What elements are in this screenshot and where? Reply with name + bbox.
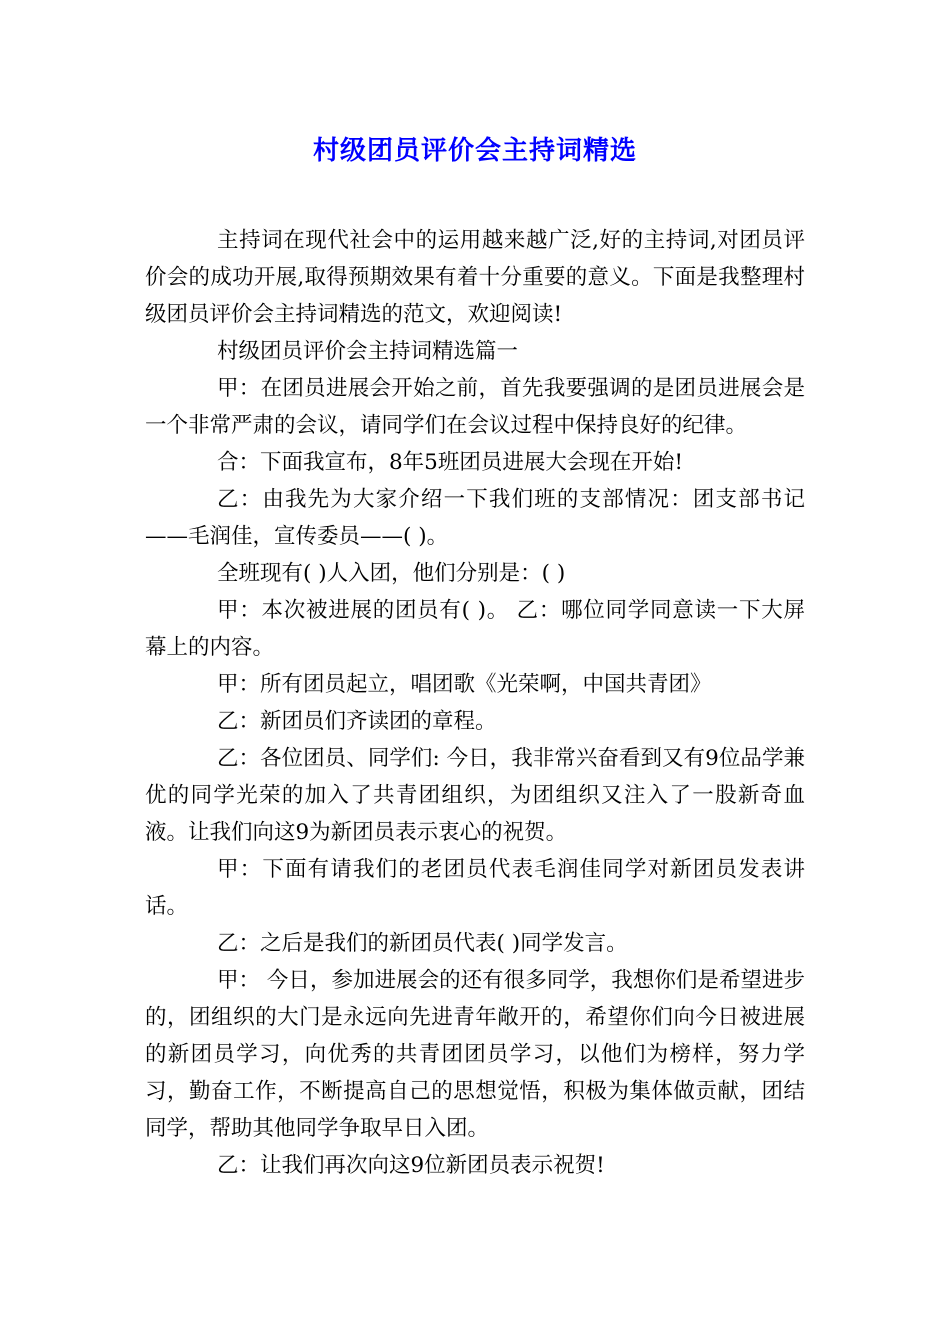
- paragraph: 甲：本次被进展的团员有( )。 乙：哪位同学同意读一下大屏幕上的内容。: [145, 598, 805, 660]
- paragraph: 甲：所有团员起立，唱团歌《光荣啊，中国共青团》: [217, 672, 712, 697]
- document-body: [145, 222, 805, 1184]
- paragraph: 乙：让我们再次向这9位新团员表示祝贺!: [217, 1153, 605, 1178]
- paragraph: 乙：各位团员、同学们: 今日，我非常兴奋看到又有9位品学兼优的同学光荣的加入了共青团组织，为团组织又注入了一股新奇血液。让我们向这9为新团员表示衷心的祝贺。: [145, 746, 805, 845]
- paragraph: 甲： 今日，参加进展会的还有很多同学，我想你们是希望进步的，团组织的大门是永远向先进青年敞开的，希望你们向今日被进展的新团员学习，向优秀的共青团团员学习，以他们为榜样，努力学习，勤奋工作，不断提高自己的思想觉悟，积极为集体做贡献，团结同学，帮助其他同学争取早日入团。: [145, 968, 805, 1141]
- paragraph: 甲：下面有请我们的老团员代表毛润佳同学对新团员发表讲话。: [145, 857, 805, 919]
- paragraph: 乙：之后是我们的新团员代表( )同学发言。: [217, 931, 628, 956]
- document-title: 村级团员评价会主持词精选: [312, 136, 637, 166]
- paragraph-intro: 主持词在现代社会中的运用越来越广泛,好的主持词,对团员评价会的成功开展,取得预期效果有着十分重要的意义。下面是我整理村级团员评价会主持词精选的范文，欢迎阅读!: [145, 228, 805, 327]
- paragraph: 合：下面我宣布，8年5班团员进展大会现在开始!: [217, 450, 683, 475]
- paragraph: 全班现有( )人入团，他们分别是：( ): [217, 561, 566, 586]
- paragraph: 乙：新团员们齐读团的章程。: [217, 709, 497, 734]
- paragraph-section-heading: 村级团员评价会主持词精选篇一: [217, 339, 519, 364]
- paragraph: 甲：在团员进展会开始之前，首先我要强调的是团员进展会是一个非常严肃的会议，请同学们在会议过程中保持良好的纪律。: [145, 376, 805, 438]
- paragraph: 乙：由我先为大家介绍一下我们班的支部情况：团支部书记——毛润佳，宣传委员——( )。: [145, 487, 805, 549]
